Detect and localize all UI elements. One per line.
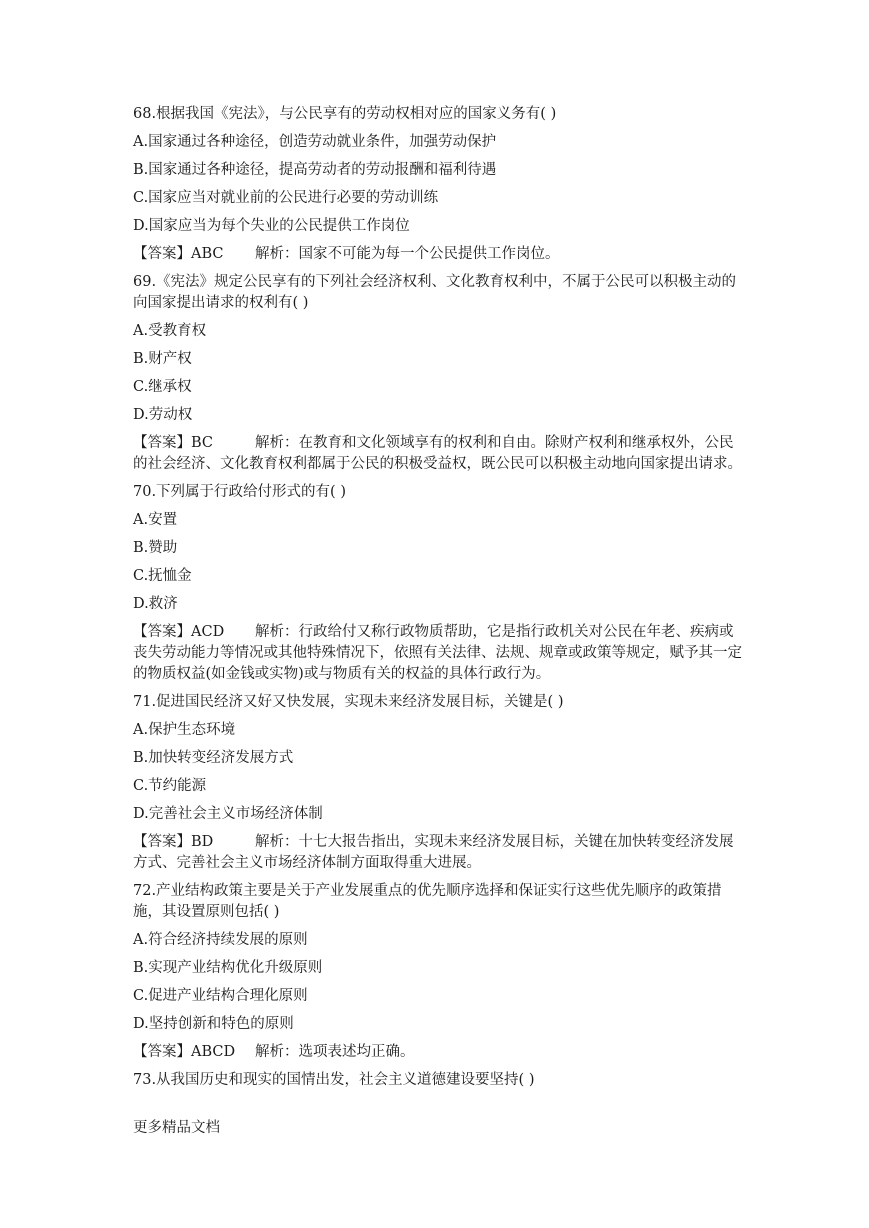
answer-label: 【答案】 (133, 834, 191, 850)
answer-option: B.国家通过各种途径，提高劳动者的劳动报酬和福利待遇 (133, 162, 497, 178)
answer-option: C.抚恤金 (133, 568, 192, 584)
answer-explanation (133, 433, 745, 475)
answer-explanation (133, 244, 745, 265)
question-text: 72.产业结构政策主要是关于产业发展重点的优先顺序选择和保证实行这些优先顺序的政策措施，其设置原则包括( ) (133, 883, 722, 920)
answer-label: 【答案】 (133, 435, 191, 451)
answer-code: BD (191, 834, 214, 850)
question-text: 70.下列属于行政给付形式的有( ) (133, 484, 346, 500)
answer-code: ACD (191, 624, 225, 640)
answer-option: D.坚持创新和特色的原则 (133, 1016, 294, 1032)
answer-option: B.财产权 (133, 351, 192, 367)
answer-option: C.促进产业结构合理化原则 (133, 988, 308, 1004)
answer-code: BC (191, 435, 214, 451)
answer-option: A.保护生态环境 (133, 722, 236, 738)
answer-label: 【答案】 (133, 624, 191, 640)
explanation-text: 解析：在教育和文化领域享有的权利和自由。除财产权利和继承权外，公民的社会经济、文化教育权利都属于公民的积极受益权，既公民可以积极主动地向国家提出请求。 (133, 435, 742, 472)
footer-note: 更多精品文档 (133, 1120, 220, 1136)
answer-option: C.继承权 (133, 379, 192, 395)
answer-option: A.符合经济持续发展的原则 (133, 932, 308, 948)
question-text: 68.根据我国《宪法》，与公民享有的劳动权相对应的国家义务有( ) (133, 106, 557, 122)
answer-option: B.加快转变经济发展方式 (133, 750, 294, 766)
answer-option: D.救济 (133, 596, 178, 612)
answer-code: ABCD (191, 1044, 236, 1060)
question-text: 69.《宪法》规定公民享有的下列社会经济权利、文化教育权利中，不属于公民可以积极主动的向国家提出请求的权利有( ) (133, 274, 737, 311)
answer-option: A.安置 (133, 512, 178, 528)
answer-explanation (133, 1042, 745, 1063)
explanation-text: 解析：选项表述均正确。 (255, 1044, 415, 1060)
answer-option: A.国家通过各种途径，创造劳动就业条件，加强劳动保护 (133, 134, 497, 150)
answer-label: 【答案】 (133, 246, 191, 262)
answer-option: D.国家应当为每个失业的公民提供工作岗位 (133, 218, 410, 234)
answer-option: D.劳动权 (133, 407, 193, 423)
answer-option: C.国家应当对就业前的公民进行必要的劳动训练 (133, 190, 439, 206)
answer-option: A.受教育权 (133, 323, 207, 339)
explanation-text: 解析：十七大报告指出，实现未来经济发展目标，关键在加快转变经济发展方式、完善社会主义市场经济体制方面取得重大进展。 (133, 834, 734, 871)
question-text: 71.促进国民经济又好又快发展，实现未来经济发展目标，关键是( ) (133, 694, 564, 710)
explanation-text: 解析：行政给付又称行政物质帮助，它是指行政机关对公民在年老、疾病或丧失劳动能力等情况或其他特殊情况下，依照有关法律、法规、规章或政策等规定，赋予其一定的物质权益(如金钱或实物)或与物质有关的权益的具体行政行为。 (133, 624, 742, 682)
answer-code: ABC (191, 246, 224, 262)
question-list (133, 104, 745, 1098)
answer-explanation (133, 832, 745, 874)
answer-option: B.赞助 (133, 540, 178, 556)
answer-option: D.完善社会主义市场经济体制 (133, 806, 323, 822)
answer-label: 【答案】 (133, 1044, 191, 1060)
answer-explanation (133, 622, 745, 685)
explanation-text: 解析：国家不可能为每一个公民提供工作岗位。 (255, 246, 560, 262)
answer-option: C.节约能源 (133, 778, 207, 794)
answer-option: B.实现产业结构优化升级原则 (133, 960, 323, 976)
question-text: 73.从我国历史和现实的国情出发，社会主义道德建设要坚持( ) (133, 1072, 535, 1088)
